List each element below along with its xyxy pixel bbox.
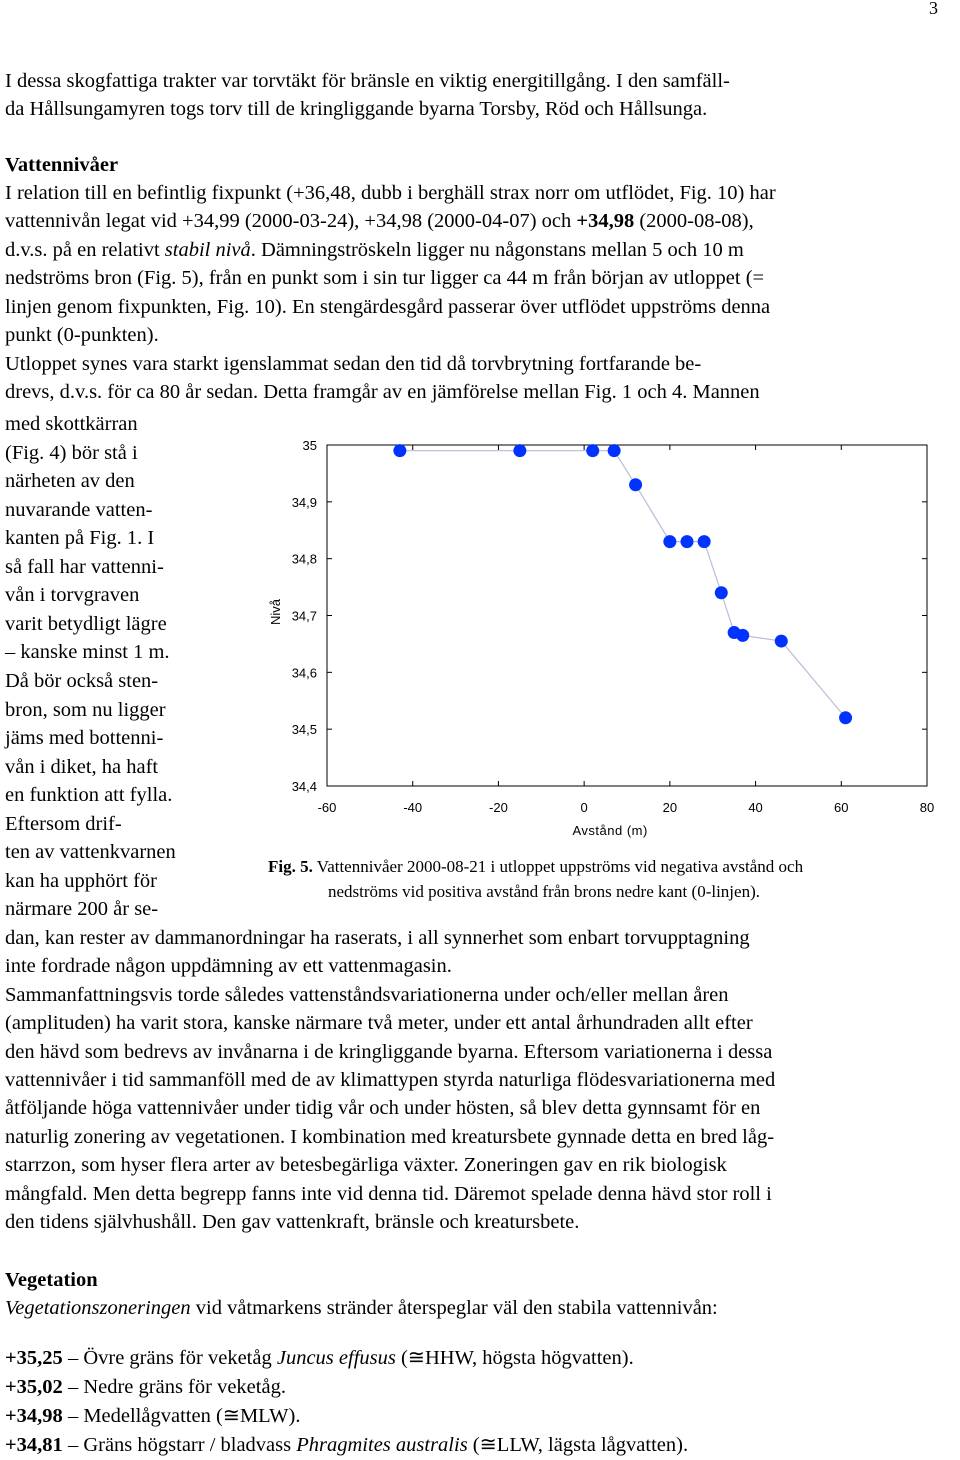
intro-line-1: I dessa skogfattiga trakter var torvtäkt för bränsle en viktig energitillgång. I den samfäll- [5, 70, 730, 92]
x-tick-label: -20 [489, 800, 508, 815]
x-tick-label: 80 [919, 800, 935, 815]
side-text-line: ten av vattenkvarnen [5, 841, 176, 864]
vegetation-level: +35,02 [5, 1376, 63, 1398]
side-text-line: vån i torvgraven [5, 584, 140, 607]
side-text-line: (Fig. 4) bör stå i [5, 441, 138, 464]
continuation-line: Sammanfattningsvis torde således vattenståndsvariationerna under och/eller mellan åren [5, 983, 729, 1006]
text-run: vattennivån legat vid +34,99 (2000-03-24), +34,98 (2000-04-07) och [5, 210, 577, 232]
text-run: . Dämningströskeln ligger nu någonstans mellan 5 och 10 m [250, 239, 744, 261]
figure-caption-line-2: nedströms vid positiva avstånd från brons nedre kant (0-linjen). [328, 882, 760, 901]
continuation-line: (amplituden) ha varit stora, kanske närmare två meter, under ett antal århundraden allt efter [5, 1012, 753, 1035]
x-tick-label: 40 [748, 800, 763, 815]
side-text-line: kan ha upphört för [5, 869, 157, 892]
water-level-chart [240, 430, 940, 840]
text-run: (2000-08-08), [634, 210, 754, 232]
x-axis-label: Avstånd (m) [572, 823, 648, 838]
text-run: – Medellågvatten (≅MLW). [62, 1405, 301, 1427]
data-point [681, 535, 694, 548]
section-heading-vattennivaer: Vattennivåer [5, 154, 119, 176]
body-line [5, 236, 744, 264]
vegetation-item [5, 1431, 688, 1459]
continuation-line: den tidens självhushåll. Den gav vattenkraft, bränsle och kreatursbete. [5, 1211, 580, 1233]
data-point [839, 711, 852, 724]
vegetation-level: +35,25 [5, 1347, 63, 1369]
data-point [736, 629, 749, 642]
data-point [698, 535, 711, 548]
y-tick-label: 35 [302, 438, 317, 453]
figure-caption-line-1 [268, 854, 803, 879]
y-tick-label: 34,6 [291, 665, 317, 681]
bold-value: +34,98 [576, 210, 635, 232]
x-tick-label: 20 [662, 800, 678, 815]
data-point [393, 444, 406, 457]
italic-phrase: stabil nivå [164, 239, 251, 261]
x-tick-label: -40 [403, 800, 423, 815]
body-line: linjen genom fixpunkten, Fig. 10). En stengärdesgård passerar över utflödet uppströms denna [5, 296, 771, 318]
plot-frame [327, 445, 927, 786]
side-text-line: – kanske minst 1 m. [5, 641, 170, 664]
continuation-line: mångfald. Men detta begrepp fanns inte vid denna tid. Däremot spelade denna hävd stor roll i [5, 1182, 772, 1205]
section-heading-vegetation: Vegetation [5, 1269, 98, 1291]
body-line: I relation till en befintlig fixpunkt (+36,48, dubb i berghäll strax norr om utflödet, Fig. 10) har [5, 182, 776, 204]
side-text-line: kanten på Fig. 1. I [5, 527, 155, 550]
vegetation-level: +34,81 [5, 1434, 63, 1456]
data-point [663, 535, 676, 548]
body-line: drevs, d.v.s. för ca 80 år sedan. Detta framgår av en jämförelse mellan Fig. 1 och 4. Mannen [5, 381, 760, 403]
text-run: vid våtmarkens stränder återspeglar väl den stabila vattennivån: [190, 1297, 718, 1319]
body-line: nedströms bron (Fig. 5), från en punkt som i sin tur ligger ca 44 m från början av utloppet (= [5, 267, 765, 289]
text-run: d.v.s. på en relativt [5, 239, 165, 261]
body-line [5, 207, 754, 235]
caption-text: Vattennivåer 2000-08-21 i utloppet uppströms vid negativa avstånd och [312, 857, 804, 876]
text-run: – Övre gräns för veketåg [62, 1347, 277, 1369]
side-text-line: närmare 200 år se- [5, 898, 159, 921]
page-number: 3 [929, 0, 938, 18]
y-axis-label: Nivå [268, 598, 283, 626]
series-line [400, 451, 846, 718]
y-tick-label: 34,7 [291, 608, 317, 624]
species-name: Phragmites australis [296, 1434, 468, 1456]
side-text-line: med skottkärran [5, 413, 138, 435]
side-text-line: vån i diket, ha haft [5, 755, 159, 778]
x-tick-label: 60 [834, 800, 849, 815]
data-point [586, 444, 599, 457]
data-point [715, 586, 728, 599]
body-line: punkt (0-punkten). [5, 324, 159, 346]
text-run: – Nedre gräns för veketåg. [62, 1376, 286, 1398]
continuation-line: inte fordrade någon uppdämning av ett vattenmagasin. [5, 955, 452, 978]
continuation-line: den hävd som bedrevs av invånarna i de kringliggande byarna. Eftersom variationerna i dessa [5, 1040, 773, 1063]
continuation-line: starrzon, som hyser flera arter av betesbegärliga växter. Zoneringen gav en rik biologisk [5, 1154, 727, 1177]
vegetation-item [5, 1373, 286, 1401]
side-text-line: så fall har vattenni- [5, 555, 164, 578]
continuation-line: åtföljande höga vattennivåer under tidig vår och under hösten, så blev detta gynnsamt för en [5, 1097, 761, 1120]
data-point [629, 478, 642, 491]
body-line: Utloppet synes vara starkt igenslammat sedan den tid då torvbrytning fortfarande be- [5, 353, 702, 375]
side-text-line: bron, som nu ligger [5, 698, 166, 721]
x-tick-label: -60 [317, 800, 337, 815]
vegetation-item [5, 1344, 634, 1372]
text-run: (≅LLW, lägsta lågvatten). [467, 1434, 689, 1456]
italic-term: Vegetationszoneringen [5, 1297, 191, 1319]
side-text-line: varit betydligt lägre [5, 612, 167, 635]
text-run: (≅HHW, högsta högvatten). [395, 1347, 634, 1369]
side-text-line: jäms med bottenni- [5, 727, 164, 750]
continuation-line: vattennivåer i tid sammanföll med de av klimattypen styrda naturliga flödesvariationerna med [5, 1069, 776, 1091]
y-tick-label: 34,4 [291, 779, 317, 794]
side-text-line: Eftersom drif- [5, 812, 122, 835]
y-tick-label: 34,9 [291, 494, 317, 510]
side-text-line: nuvarande vatten- [5, 498, 153, 521]
x-tick-label: 0 [580, 800, 588, 815]
continuation-line: dan, kan rester av dammanordningar ha raserats, i all synnerhet som enbart torvupptagning [5, 927, 750, 949]
text-run: – Gräns högstarr / bladvass [62, 1434, 297, 1456]
species-name: Juncus effusus [276, 1347, 396, 1369]
data-point [775, 635, 788, 648]
side-text-line: närheten av den [5, 470, 135, 493]
intro-line-2: da Hållsungamyren togs torv till de kringliggande byarna Torsby, Röd och Hållsunga. [5, 98, 708, 120]
data-point [608, 444, 621, 457]
y-tick-label: 34,8 [291, 551, 317, 567]
data-point [513, 444, 526, 457]
continuation-line: naturlig zonering av vegetationen. I kombination med kreatursbete gynnade detta en bred låg- [5, 1125, 775, 1148]
figure-label: Fig. 5. [268, 857, 313, 876]
vegetation-item [5, 1402, 300, 1430]
vegetation-level: +34,98 [5, 1405, 63, 1427]
side-text-line: Då bör också sten- [5, 669, 159, 692]
y-tick-label: 34,5 [291, 722, 317, 738]
vegetation-intro [5, 1294, 718, 1322]
side-text-line: en funktion att fylla. [5, 784, 173, 807]
